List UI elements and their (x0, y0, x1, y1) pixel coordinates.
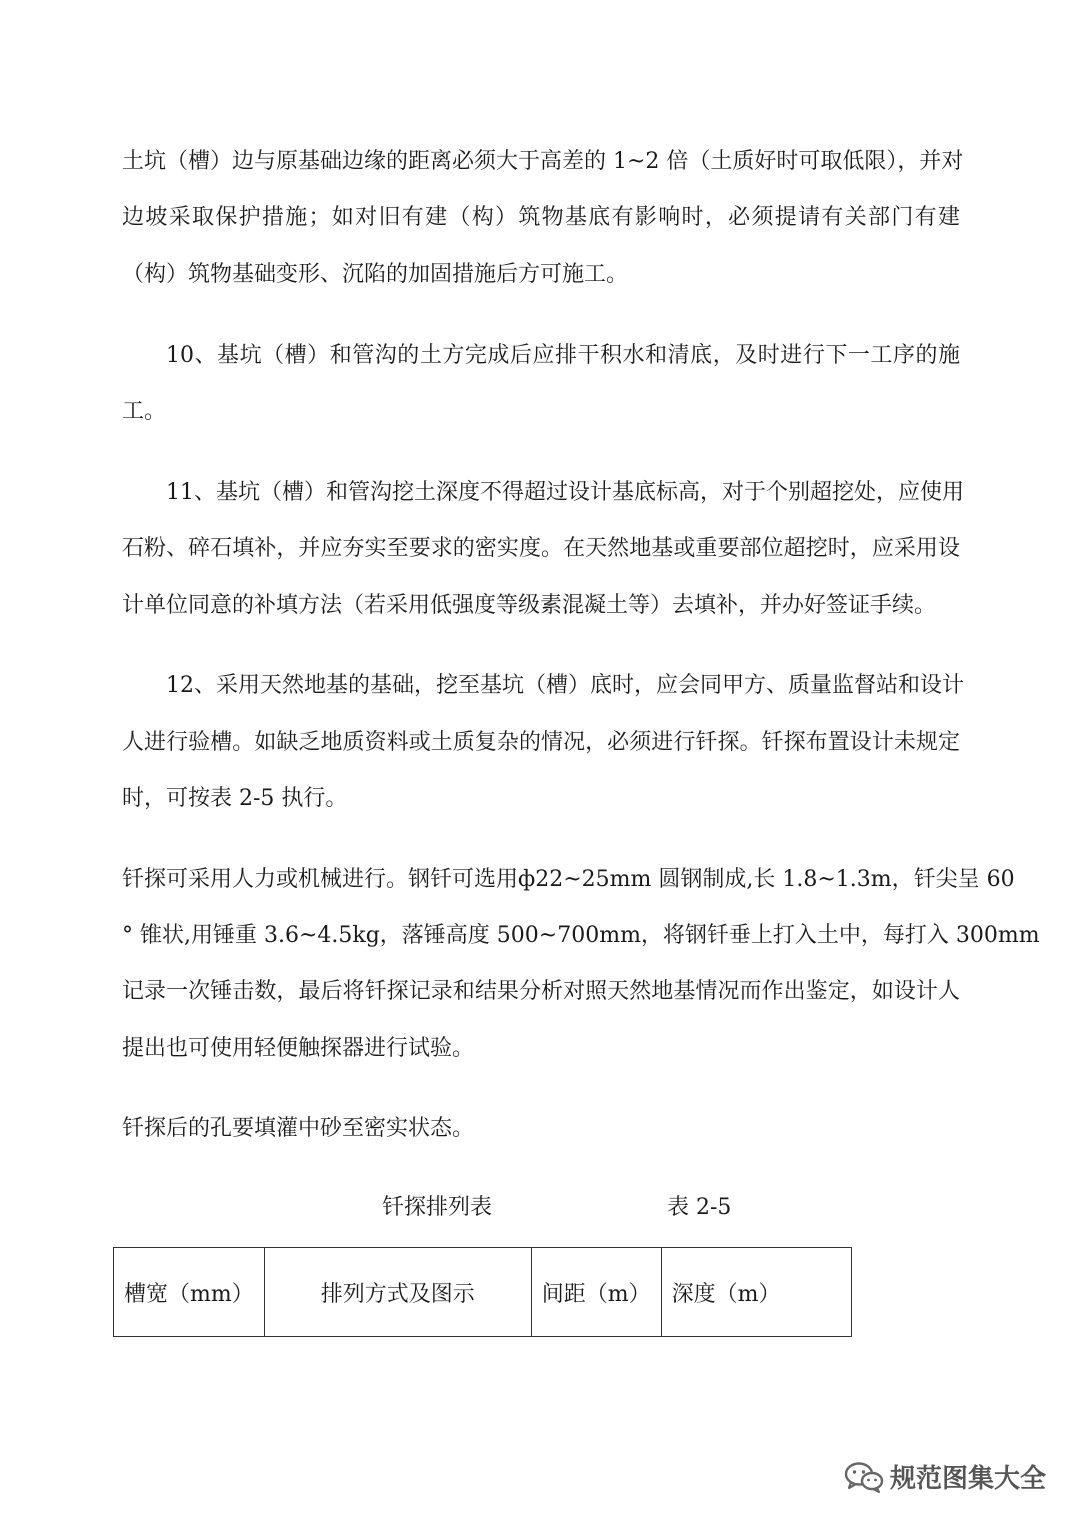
paragraph-line: 11、基坑（槽）和管沟挖土深度不得超过设计基底标高，对于个别超挖处，应使用 (166, 480, 964, 505)
watermark (844, 1458, 1046, 1495)
table-header-row (114, 1248, 852, 1337)
header-arrangement: 排列方式及图示 (264, 1248, 531, 1337)
paragraph-line: 提出也可使用轻便触探器进行试验。 (122, 1036, 475, 1061)
paragraph-line: 记录一次锤击数，最后将钎探记录和结果分析对照天然地基情况而作出鉴定，如设计人 (122, 979, 960, 1004)
paragraph-line: 12、采用天然地基的基础，挖至基坑（槽）底时，应会同甲方、质量监督站和设计 (166, 673, 964, 698)
table-number: 表 2-5 (667, 1195, 732, 1220)
table-caption: 钎探排列表 (382, 1195, 493, 1220)
paragraph-line: 时，可按表 2-5 执行。 (122, 786, 348, 811)
header-depth: 深度（m） (661, 1248, 851, 1337)
paragraph-line: 石粉、碎石填补，并应夯实至要求的密实度。在天然地基或重要部位超挖时，应采用设 (122, 536, 960, 561)
watermark-text: 规范图集大全 (889, 1464, 1046, 1494)
paragraph-line: 人进行验槽。如缺乏地质资料或土质复杂的情况，必须进行钎探。钎探布置设计未规定 (122, 730, 960, 755)
paragraph-line: ° 锥状,用锤重 3.6~4.5kg，落锤高度 500~700mm，将钢钎垂上打入土中，每打入 300mm (122, 923, 1040, 948)
paragraph-line: 钎探后的孔要填灌中砂至密实状态。 (122, 1116, 475, 1141)
paragraph-line: 边坡采取保护措施；如对旧有建（构）筑物基底有影响时，必须提请有关部门有建 (122, 205, 960, 230)
header-spacing: 间距（m） (531, 1248, 661, 1337)
probe-arrangement-table (113, 1247, 852, 1337)
paragraph-line: 土坑（槽）边与原基础边缘的距离必须大于高差的 1~2 倍（土质好时可取低限），并对 (122, 149, 964, 174)
paragraph-line: 钎探可采用人力或机械进行。钢钎可选用ф22~25mm 圆钢制成,长 1.8~1.3m，钎尖呈 60 (122, 867, 1015, 892)
header-trench-width: 槽宽（mm） (114, 1248, 265, 1337)
wechat-icon (844, 1461, 884, 1493)
paragraph-line: 计单位同意的补填方法（若采用低强度等级素混凝土等）去填补，并办好签证手续。 (122, 593, 937, 618)
paragraph-line: （构）筑物基础变形、沉陷的加固措施后方可施工。 (122, 262, 629, 287)
paragraph-line: 工。 (122, 399, 167, 424)
paragraph-line: 10、基坑（槽）和管沟的土方完成后应排干积水和清底，及时进行下一工序的施 (166, 343, 960, 368)
